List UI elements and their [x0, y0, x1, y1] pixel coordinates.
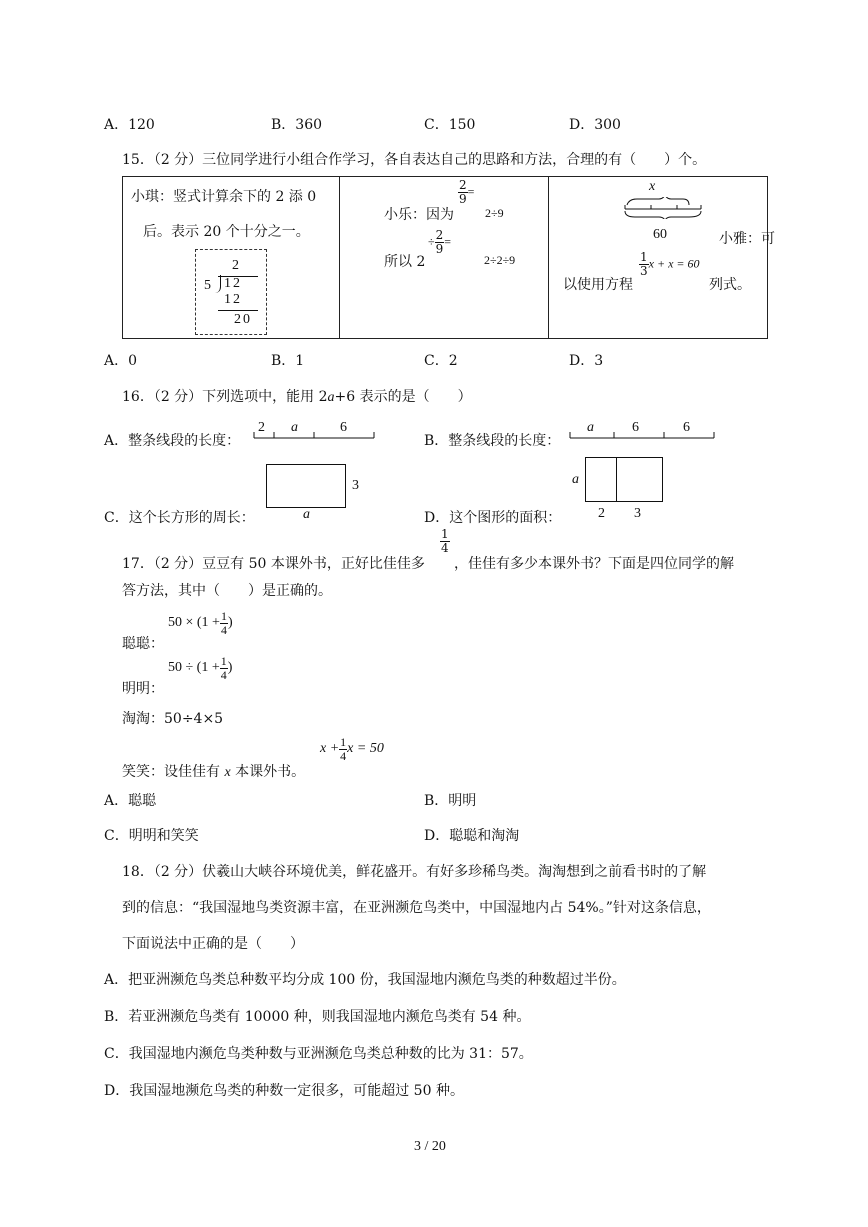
xiaoya-x-label: x — [649, 179, 656, 194]
q16-d-rect-left — [585, 457, 617, 502]
xiaoqi-line2: 后。表示 20 个十分之一。 — [143, 224, 310, 240]
q16-option-a[interactable]: A．整条线段的长度： — [104, 433, 241, 449]
q17-fraction-1-4: $\frac{1}{4}$ — [441, 527, 449, 555]
q15-cell-xiaoqi — [123, 177, 340, 339]
q15-option-d[interactable]: D．3 — [569, 353, 604, 369]
xiaoya-total: 60 — [653, 227, 667, 242]
xiaole-line2: 所以 2 — [384, 254, 426, 270]
dividend: 12 — [224, 276, 242, 291]
mingming-expr: 50 ÷ (1 + $\frac{1}{4}$ ) — [168, 654, 233, 682]
q16-c-width: a — [303, 507, 310, 522]
remainder: 20 — [234, 312, 252, 327]
q14-option-b[interactable]: B．360 — [271, 117, 323, 133]
q16-c-height: 3 — [352, 478, 359, 493]
q17-line1-post: ，佳佳有多少本课外书？下面是四位同学的解 — [454, 556, 734, 572]
q16-b-seg-6a: 6 — [632, 420, 639, 435]
xiaole-fraction-2-9-b: $\frac{2}{9}$ — [435, 228, 444, 256]
q16-b-seg-a: a — [587, 420, 594, 435]
xiaoya-line-diagram — [623, 197, 703, 219]
mingming-name: 明明： — [122, 681, 164, 697]
long-division-box — [195, 249, 267, 335]
q18-option-d[interactable]: D．我国湿地濒危鸟类的种数一定很多，可能超过 50 种。 — [104, 1083, 464, 1099]
q17-option-b[interactable]: B．明明 — [424, 793, 477, 809]
q18-line2: 到的信息：“我国湿地鸟类资源丰富，在亚洲濒危鸟类中，中国湿地内占 54%。”针对这条信息， — [122, 900, 711, 916]
xiaole-fraction-2-9: $\frac{2}{9}$ — [459, 178, 467, 206]
xiaole-expr1: 2÷9 — [485, 206, 504, 220]
q14-option-d[interactable]: D．300 — [569, 117, 621, 133]
q17-line1: 17．（2 分）豆豆有 50 本课外书，正好比佳佳多 — [122, 556, 425, 572]
q18-line1: 18．（2 分）伏羲山大峡谷环境优美，鲜花盛开。有好多珍稀鸟类。淘淘想到之前看书时的了解 — [122, 864, 707, 880]
xiaoxiao-line: 笑笑：设佳佳有 x 本课外书。 — [122, 764, 306, 780]
subtract-line — [218, 310, 258, 311]
q17-option-c[interactable]: C．明明和笑笑 — [104, 828, 199, 844]
q16-option-c[interactable]: C．这个长方形的周长： — [104, 510, 255, 526]
q15-table — [122, 176, 775, 339]
q14-option-a[interactable]: A．120 — [104, 117, 155, 133]
xiaoya-equation: $\frac{1}{3}$ x + x = 60 — [640, 250, 700, 278]
xiaoxiao-equation: x + $\frac{1}{4}$ x = 50 — [320, 735, 384, 763]
xiaoya-fraction-1-3: $\frac{1}{3}$ — [640, 250, 648, 278]
taotao-line: 淘淘：50÷4×5 — [122, 711, 224, 727]
page-number: 3 / 20 — [414, 1139, 446, 1154]
q15-option-a[interactable]: A．0 — [104, 353, 138, 369]
q15-stem: 15．（2 分）三位同学进行小组合作学习，各自表达自己的思路和方法，合理的有（ ）个。 — [122, 152, 707, 168]
q16-d-w1: 2 — [598, 506, 605, 521]
xiaole-line1: 小乐：因为 — [384, 207, 454, 223]
congcong-expr: 50 × (1 + $\frac{1}{4}$ ) — [168, 609, 233, 637]
q16-d-height: a — [572, 472, 579, 487]
xiaoya-speaker: 小雅：可 — [719, 231, 775, 247]
q17-option-a[interactable]: A．聪聪 — [104, 793, 157, 809]
product: 12 — [224, 292, 242, 307]
q18-option-b[interactable]: B．若亚洲濒危鸟类有 10000 种，则我国湿地内濒危鸟类有 54 种。 — [104, 1009, 531, 1025]
q17-option-d[interactable]: D．聪聪和淘淘 — [424, 828, 520, 844]
q17-line2: 答方法，其中（ ）是正确的。 — [122, 583, 332, 599]
q16-option-b[interactable]: B．整条线段的长度： — [424, 433, 561, 449]
xiaole-equals: = — [467, 184, 475, 199]
q18-line3: 下面说法中正确的是（ ） — [122, 936, 304, 952]
q16-d-w2: 3 — [634, 506, 641, 521]
q16-c-rectangle — [266, 464, 346, 508]
xiaole-expr2: 2÷2÷9 — [484, 253, 516, 267]
xiaole-div-sign: ÷ — [428, 234, 435, 249]
q16-d-rect-right — [616, 457, 663, 502]
congcong-name: 聪聪： — [122, 636, 164, 652]
q16-b-seg-6b: 6 — [683, 420, 690, 435]
q15-option-b[interactable]: B．1 — [271, 353, 305, 369]
q16-stem: 16．（2 分）下列选项中，能用 2a+6 表示的是（ ） — [122, 389, 472, 405]
divisor: 5 — [204, 278, 211, 293]
q15-option-c[interactable]: C．2 — [424, 353, 458, 369]
xiaoqi-line1: 小琪：竖式计算余下的 2 添 0 — [131, 189, 317, 205]
q16-a-segment — [252, 420, 376, 444]
q18-option-c[interactable]: C．我国湿地内濒危鸟类种数与亚洲濒危鸟类总种数的比为 31：57。 — [104, 1046, 533, 1062]
xiaole-equals-b: = — [444, 234, 452, 249]
q16-a-seg-2: 2 — [258, 420, 265, 435]
xiaoya-tail: 列式。 — [709, 277, 751, 293]
q16-a-seg-a: a — [291, 420, 298, 435]
q16-option-d[interactable]: D．这个图形的面积： — [424, 510, 562, 526]
q15-cell-xiaole — [340, 177, 549, 339]
xiaoya-line2: 以使用方程 — [563, 277, 633, 293]
q16-a-seg-6: 6 — [340, 420, 347, 435]
q15-cell-xiaoya — [549, 177, 775, 339]
division-bracket — [215, 275, 221, 293]
q18-option-a[interactable]: A．把亚洲濒危鸟类总种数平均分成 100 份，我国湿地内濒危鸟类的种数超过半份。 — [104, 972, 626, 988]
q14-option-c[interactable]: C．150 — [424, 117, 476, 133]
quotient: 2 — [232, 258, 239, 273]
